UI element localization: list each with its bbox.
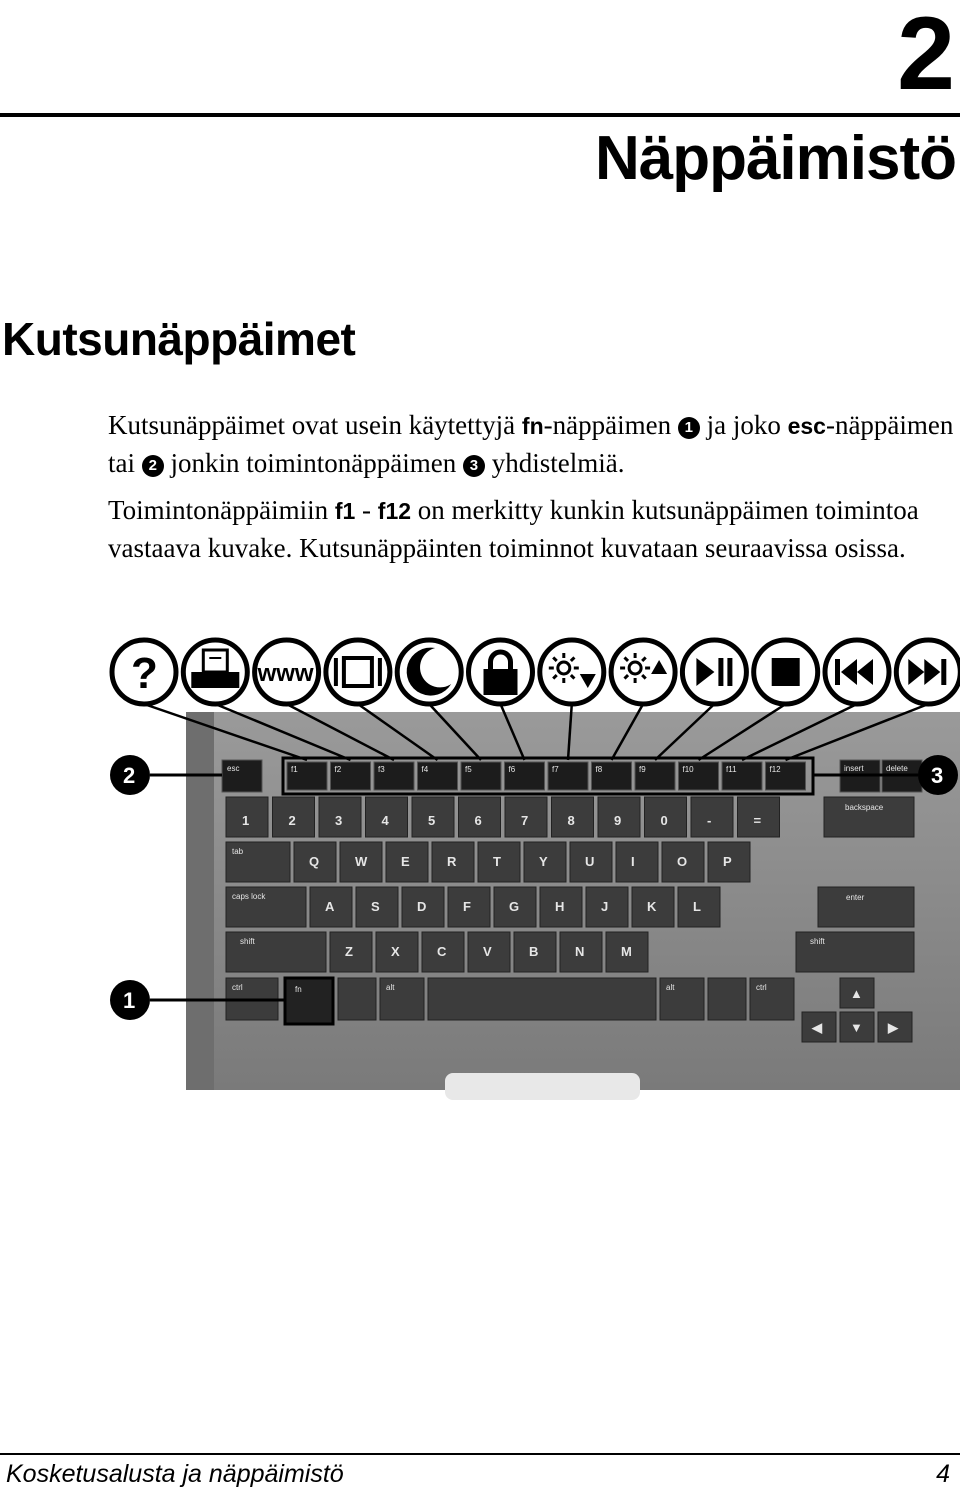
number-key-label: 2 [288, 813, 296, 828]
touchpad-edge [445, 1073, 640, 1100]
tab-key-label: tab [232, 847, 244, 856]
chapter-title: Näppäimistö [594, 124, 956, 193]
letter-key-label: F [463, 899, 471, 914]
number-key-label: 6 [474, 813, 482, 828]
esc-keyword: esc [787, 413, 826, 439]
arrow-up-glyph: ▲ [850, 986, 863, 1001]
number-key [691, 797, 733, 837]
alt-key-label: alt [386, 983, 395, 992]
letter-key-label: E [401, 854, 410, 869]
letter-row-3 [330, 932, 648, 972]
callout-2-label: 2 [123, 763, 136, 788]
function-key-label: f9 [639, 765, 646, 774]
caps-lock-key-label: caps lock [232, 892, 266, 901]
left-shift-key-label: shift [240, 937, 255, 946]
letter-key-label: I [631, 854, 635, 869]
sleep-icon [397, 640, 461, 704]
ctrl-key-label: ctrl [232, 983, 243, 992]
callout-marker-2: 2 [142, 455, 164, 477]
letter-key-label: Z [345, 944, 353, 959]
letter-key-label: Q [309, 854, 320, 869]
intro-paragraph [108, 407, 958, 482]
f12-keyword: f12 [377, 498, 412, 524]
letter-key-label: D [417, 899, 427, 914]
number-key-label: 4 [381, 813, 389, 828]
keyboard-figure [100, 630, 960, 1100]
letter-key-label: V [483, 944, 492, 959]
function-key-label: f1 [291, 765, 298, 774]
next-track-icon [896, 640, 960, 704]
letter-key-label: L [693, 899, 701, 914]
letter-key-label: H [555, 899, 565, 914]
previous-track-icon [825, 640, 889, 704]
text-run: Kutsunäppäimet ovat usein käytettyjä [108, 410, 522, 440]
function-key-label: f3 [378, 765, 385, 774]
text-run: -näppäimen [543, 410, 678, 440]
function-key-label: f6 [508, 765, 516, 774]
number-key-label: - [707, 813, 712, 828]
function-key-label: f8 [595, 765, 603, 774]
letter-key-label: Y [539, 854, 548, 869]
letter-key-label: P [723, 854, 732, 869]
letter-key-label: U [585, 854, 595, 869]
number-key-label: 0 [660, 813, 668, 828]
svg-text:www: www [257, 660, 314, 687]
right-ctrl-key-label: ctrl [756, 983, 767, 992]
function-key-label: f5 [465, 765, 472, 774]
number-key-label: = [753, 813, 762, 828]
letter-key-label: W [355, 854, 368, 869]
icon-row [112, 640, 960, 704]
letter-key-label: A [325, 899, 335, 914]
arrow-down-glyph: ▼ [850, 1020, 863, 1035]
letter-key-label: K [647, 899, 657, 914]
letter-key [616, 842, 658, 882]
header-rule [0, 113, 960, 117]
fn-key-label: fn [295, 985, 302, 994]
brightness-down-icon [540, 640, 604, 704]
chapter-number: 2 [897, 0, 952, 112]
number-key-label: 1 [242, 813, 250, 828]
delete-key-label: delete [886, 764, 908, 773]
letter-key-label: X [391, 944, 400, 959]
svg-text:?: ? [131, 649, 158, 698]
display-switch-icon [326, 640, 390, 704]
enter-key [818, 887, 914, 927]
arrow-right-glyph: ▶ [888, 1020, 898, 1035]
number-key-label: 3 [335, 813, 343, 828]
windows-key [338, 978, 376, 1020]
menu-key [708, 978, 746, 1020]
number-key-label: 9 [614, 813, 622, 828]
footer-rule [0, 1453, 960, 1455]
function-key-label: f7 [552, 765, 559, 774]
text-run: yhdistelmiä. [484, 448, 625, 478]
letter-key-label: G [509, 899, 520, 914]
number-key-label: 5 [428, 813, 436, 828]
function-key-label: f2 [334, 765, 342, 774]
fn-key [285, 978, 333, 1024]
function-key-label: f10 [682, 765, 694, 774]
letter-key-label: T [493, 854, 501, 869]
fn-keyword: fn [521, 413, 544, 439]
f1-keyword: f1 [334, 498, 356, 524]
stop-icon [754, 640, 818, 704]
letter-key-label: S [371, 899, 380, 914]
letter-row-2 [310, 887, 720, 927]
help-icon [112, 640, 176, 704]
letter-key-label: R [447, 854, 457, 869]
enter-key-label: enter [846, 893, 865, 902]
footer-title: Kosketusalusta ja näppäimistö [6, 1460, 344, 1488]
spacebar [428, 978, 656, 1020]
lock-icon [469, 640, 533, 704]
keyboard-left-strip [186, 712, 214, 1090]
callout-1-label: 1 [123, 988, 136, 1013]
function-key-label: f11 [726, 765, 737, 774]
letter-key-label: B [529, 944, 539, 959]
callout-marker-1: 1 [678, 417, 700, 439]
letter-key-label: N [575, 944, 585, 959]
letter-key-label: C [437, 944, 447, 959]
number-key-label: 8 [567, 813, 575, 828]
right-alt-key-label: alt [666, 983, 675, 992]
www-icon [255, 640, 319, 704]
letter-key-label: J [601, 899, 609, 914]
text-run: jonkin toimintonäppäimen [163, 448, 463, 478]
brightness-up-icon [611, 640, 675, 704]
callout-3-label: 3 [931, 763, 944, 788]
text-run: Toimintonäppäimiin [108, 495, 335, 525]
letter-key-label: M [621, 944, 632, 959]
text-run: -näppäimen tai [108, 410, 954, 478]
arrow-left-glyph: ◀ [812, 1020, 822, 1035]
callout-marker-3: 3 [463, 455, 485, 477]
esc-key-label: esc [227, 764, 240, 773]
text-run: ja joko [699, 410, 788, 440]
section-title: Kutsunäppäimet [2, 313, 356, 365]
function-keys-paragraph [108, 492, 958, 567]
play-pause-icon [682, 640, 746, 704]
function-key-label: f4 [421, 765, 429, 774]
text-run: on merkitty kunkin kutsunäppäimen toimintoa vastaava kuvake. Kutsunäppäinten toiminnot kuvataan seuraavissa osissa. [108, 495, 919, 563]
print-icon [183, 640, 247, 704]
insert-key-label: insert [844, 764, 864, 773]
backspace-key-label: backspace [845, 803, 884, 812]
number-key-label: 7 [521, 813, 529, 828]
letter-key-label: O [677, 854, 688, 869]
right-shift-key-label: shift [810, 937, 825, 946]
page-number: 4 [936, 1460, 950, 1488]
text-run: - [355, 495, 378, 525]
function-key-label: f12 [769, 765, 781, 774]
